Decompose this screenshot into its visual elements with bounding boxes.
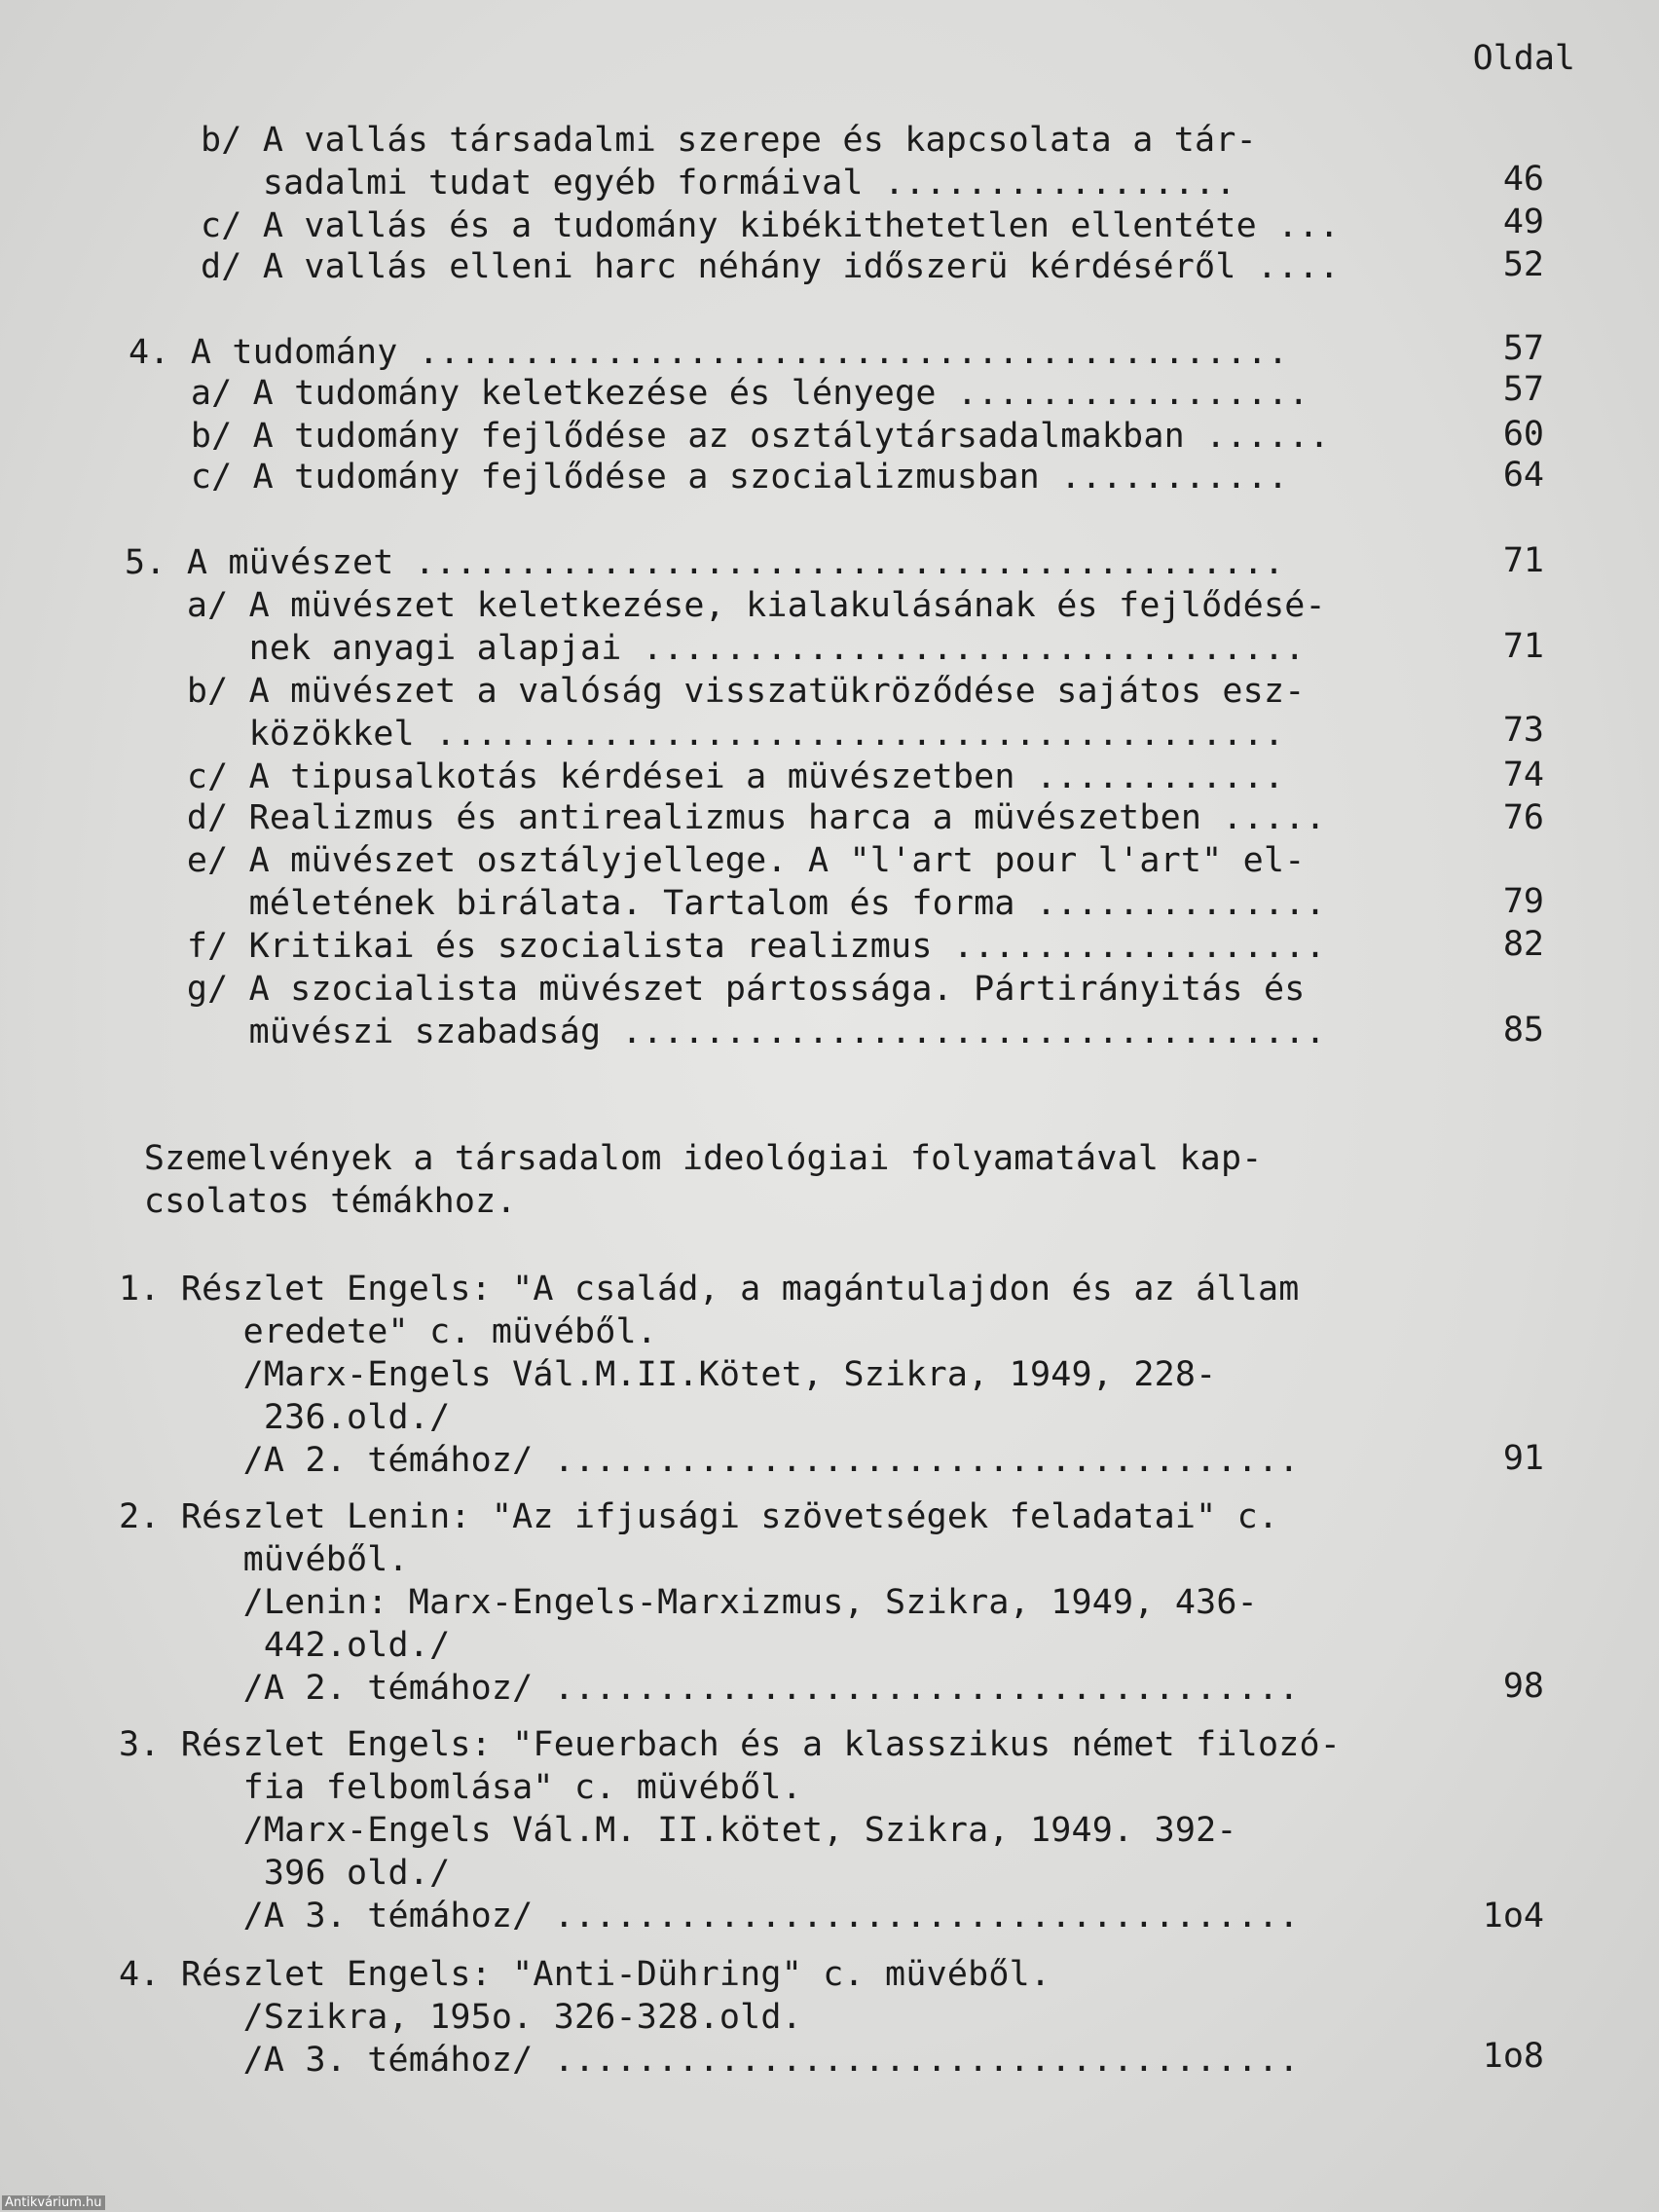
toc-line: a/ A tudomány keletkezése és lényege ................. [129,374,1309,413]
toc-page-number: 1o4 [1482,1897,1544,1936]
excerpt-line: /A 3. témához/ .................................... [119,1897,1300,1936]
watermark: Antikvárium.hu [2,2195,105,2210]
toc-page-number: 98 [1502,1667,1544,1706]
excerpt-line: /A 2. témához/ .................................... [119,1669,1300,1708]
toc-line: b/ A tudomány fejlődése az osztálytársadalmakban ...... [129,417,1330,456]
excerpt-line: 396 old./ [119,1854,451,1893]
toc-page-number: 49 [1502,203,1544,241]
excerpt-line: 3. Részlet Engels: "Feuerbach és a klasszikus német filozó- [119,1725,1342,1764]
toc-page-number: 74 [1502,756,1544,794]
toc-page-number: 82 [1502,925,1544,964]
excerpt-line: /Lenin: Marx-Engels-Marxizmus, Szikra, 1949, 436- [119,1583,1258,1622]
excerpt-line: /Szikra, 195o. 326-328.old. [119,1998,802,2037]
toc-page-number: 60 [1502,415,1544,454]
toc-page-number: 46 [1502,160,1544,199]
excerpt-line: 236.old./ [119,1398,451,1437]
excerpt-line: /Marx-Engels Vál.M. II.kötet, Szikra, 1949. 392- [119,1811,1237,1850]
toc-line: b/ A müvészet a valóság visszatükröződése sajátos esz- [125,672,1306,711]
column-header-oldal: Oldal [1472,39,1575,78]
toc-section-heading: 4. A tudomány .......................................... [129,333,1289,372]
toc-line: d/ A vallás elleni harc néhány időszerü kérdéséről .... [201,247,1340,286]
toc-line: e/ A müvészet osztályjellege. A "l'art pour l'art" el- [125,841,1306,880]
toc-page-number: 85 [1502,1011,1544,1050]
toc-line: b/ A vallás társadalmi szerepe és kapcsolata a tár- [201,121,1257,160]
toc-line: c/ A tipusalkotás kérdései a müvészetben ............ [125,757,1285,796]
toc-page-number: 52 [1502,245,1544,284]
excerpt-line: 2. Részlet Lenin: "Az ifjusági szövetségek feladatai" c. [119,1497,1279,1536]
toc-page-number: 71 [1502,627,1544,666]
toc-line: sadalmi tudat egyéb formáival ................. [201,164,1236,203]
toc-line: közökkel ......................................... [125,715,1285,754]
excerpt-line: 4. Részlet Engels: "Anti-Dühring" c. müvéből. [119,1955,1051,1994]
excerpt-line: /A 2. témához/ .................................... [119,1441,1300,1480]
excerpt-line: 1. Részlet Engels: "A család, a magántulajdon és az állam [119,1270,1300,1309]
excerpt-line: /A 3. témához/ .................................... [119,2041,1300,2080]
toc-line: a/ A müvészet keletkezése, kialakulásának és fejlődésé- [125,586,1326,625]
excerpt-line: fia felbomlása" c. müvéből. [119,1768,802,1807]
excerpt-line: müvéből. [119,1540,409,1579]
excerpt-line: eredete" c. müvéből. [119,1312,658,1351]
toc-page-number: 76 [1502,798,1544,837]
excerpts-heading: csolatos témákhoz. [82,1182,517,1221]
toc-page-number: 71 [1502,541,1544,580]
toc-page-number: 64 [1502,456,1544,495]
excerpt-line: /Marx-Engels Vál.M.II.Kötet, Szikra, 1949, 228- [119,1355,1217,1394]
toc-section-heading: 5. A müvészet .......................................... [125,543,1285,582]
toc-line: méletének birálata. Tartalom és forma .............. [125,884,1326,923]
excerpts-heading: Szemelvények a társadalom ideológiai folyamatával kap- [82,1139,1263,1178]
toc-line: f/ Kritikai és szocialista realizmus .................. [125,927,1326,966]
toc-page-number: 57 [1502,370,1544,409]
toc-page-number: 57 [1502,329,1544,368]
toc-page-number: 73 [1502,711,1544,750]
toc-page-number: 91 [1502,1439,1544,1478]
toc-line: c/ A tudomány fejlődése a szocializmusban ........... [129,458,1289,497]
toc-line: d/ Realizmus és antirealizmus harca a müvészetben ..... [125,798,1326,837]
toc-line: nek anyagi alapjai ................................ [125,629,1306,668]
excerpt-line: 442.old./ [119,1626,451,1665]
toc-line: g/ A szocialista müvészet pártossága. Pártirányitás és [125,970,1306,1009]
toc-line: müvészi szabadság .................................. [125,1013,1326,1051]
toc-line: c/ A vallás és a tudomány kibékithetetlen ellentéte ... [201,206,1340,245]
toc-page-number: 79 [1502,882,1544,921]
toc-page-number: 1o8 [1482,2037,1544,2076]
